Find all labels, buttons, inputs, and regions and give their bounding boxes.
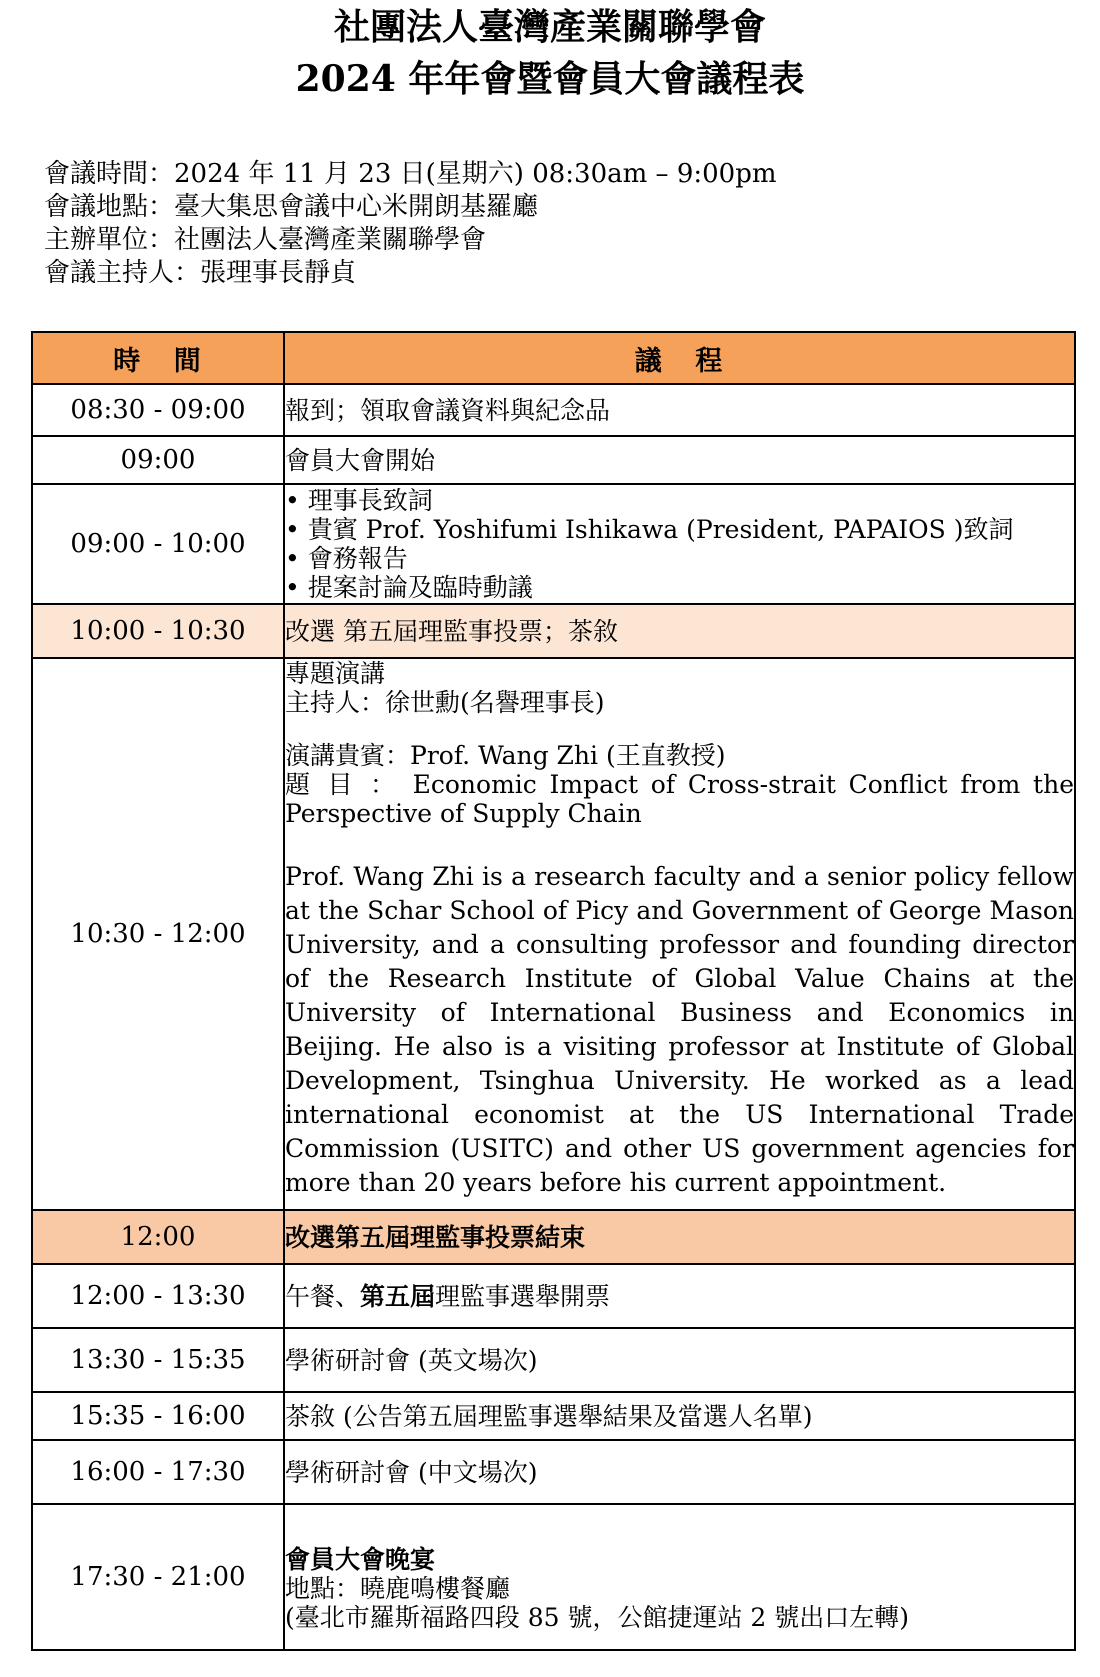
row-agenda: 改選 第五屆理監事投票；茶敘: [284, 604, 1075, 658]
keynote-speaker: 演講貴賓：Prof. Wang Zhi (王直教授): [285, 741, 726, 770]
table-row: [32, 604, 1075, 658]
table-row: [32, 436, 1075, 484]
list-item: • 會務報告: [285, 544, 1074, 573]
row-time: 09:00: [32, 436, 284, 484]
header-agenda: 議 程: [284, 332, 1075, 384]
row-time: 12:00: [32, 1210, 284, 1264]
row-time: 12:00 - 13:30: [32, 1264, 284, 1328]
document-title: 社團法人臺灣產業關聯學會: [333, 6, 766, 48]
document-subtitle: 2024 年年會暨會員大會議程表: [295, 58, 805, 100]
row-time: 09:00 - 10:00: [32, 484, 284, 604]
row-agenda: 學術研討會 (中文場次): [284, 1440, 1075, 1504]
header-time: 時 間: [32, 332, 284, 384]
banquet-title: 會員大會晚宴: [285, 1544, 436, 1574]
speaker-bio: Prof. Wang Zhi is a research faculty and a senior policy fellow at the Schar School of Picy and Government of George Mason University, and a consulting professor and founding director of the Research Institute of Global Value Chains at the University of International Business and Economics in Beijing. He also is a visiting professor at Institute of Global Development, Tsinghua University. He worked as a lead international economist at the US International Trade Commission (USITC) and other US government agencies for more than 20 years before his current appointment.: [285, 862, 1074, 1197]
row-time: 08:30 - 09:00: [32, 384, 284, 436]
banquet-address: (臺北市羅斯福路四段 85 號，公館捷運站 2 號出口左轉): [285, 1602, 910, 1632]
lunch-label: 午餐、: [285, 1281, 361, 1311]
table-row: [32, 1392, 1075, 1440]
row-agenda: 茶敘 (公告第五屆理監事選舉結果及當選人名單): [284, 1392, 1075, 1440]
opening-bullet-list: [285, 486, 1074, 602]
list-item: • 理事長致詞: [285, 486, 1074, 515]
row-time: 10:00 - 10:30: [32, 604, 284, 658]
table-row: [32, 1328, 1075, 1392]
agenda-table: [31, 331, 1076, 1651]
meeting-venue: 會議地點：臺大集思會議中心米開朗基羅廳: [44, 192, 539, 222]
row-agenda: [284, 1504, 1075, 1650]
keynote-moderator: 主持人：徐世勳(名譽理事長): [285, 688, 605, 717]
table-row: [32, 484, 1075, 604]
table-row: [32, 1504, 1075, 1650]
keynote-label: 專題演講: [285, 659, 386, 688]
row-time: 10:30 - 12:00: [32, 658, 284, 1210]
table-row: [32, 1264, 1075, 1328]
row-time: 15:35 - 16:00: [32, 1392, 284, 1440]
term-label: 第五屆: [360, 1281, 436, 1311]
row-agenda: 改選第五屆理監事投票結束: [284, 1210, 1075, 1264]
keynote-topic: 題 目 ： Economic Impact of Cross-strait Conflict from the Perspective of Supply Chain: [285, 770, 1074, 828]
row-time: 16:00 - 17:30: [32, 1440, 284, 1504]
row-agenda: [284, 484, 1075, 604]
meeting-organizer: 主辦單位：社團法人臺灣產業關聯學會: [44, 225, 487, 255]
table-row: [32, 1210, 1075, 1264]
list-item: • 貴賓 Prof. Yoshifumi Ishikawa (President, PAPAIOS )致詞: [285, 515, 1074, 544]
list-item: • 提案討論及臨時動議: [285, 573, 1074, 602]
row-agenda: [284, 1264, 1075, 1328]
ballot-label: 理監事選舉開票: [435, 1281, 611, 1311]
row-time: 17:30 - 21:00: [32, 1504, 284, 1650]
meeting-host: 會議主持人：張理事長靜貞: [44, 258, 357, 288]
row-agenda: [284, 658, 1075, 1210]
row-agenda: 會員大會開始: [284, 436, 1075, 484]
meeting-info: [44, 158, 777, 290]
table-row: [32, 1440, 1075, 1504]
row-agenda: 學術研討會 (英文場次): [284, 1328, 1075, 1392]
meeting-time: 會議時間：2024 年 11 月 23 日(星期六) 08:30am – 9:00pm: [44, 159, 777, 189]
row-agenda: 報到；領取會議資料與紀念品: [284, 384, 1075, 436]
table-header-row: [32, 332, 1075, 384]
table-row: [32, 658, 1075, 1210]
table-row: [32, 384, 1075, 436]
banquet-place: 地點：曉鹿鳴樓餐廳: [285, 1573, 511, 1603]
row-time: 13:30 - 15:35: [32, 1328, 284, 1392]
